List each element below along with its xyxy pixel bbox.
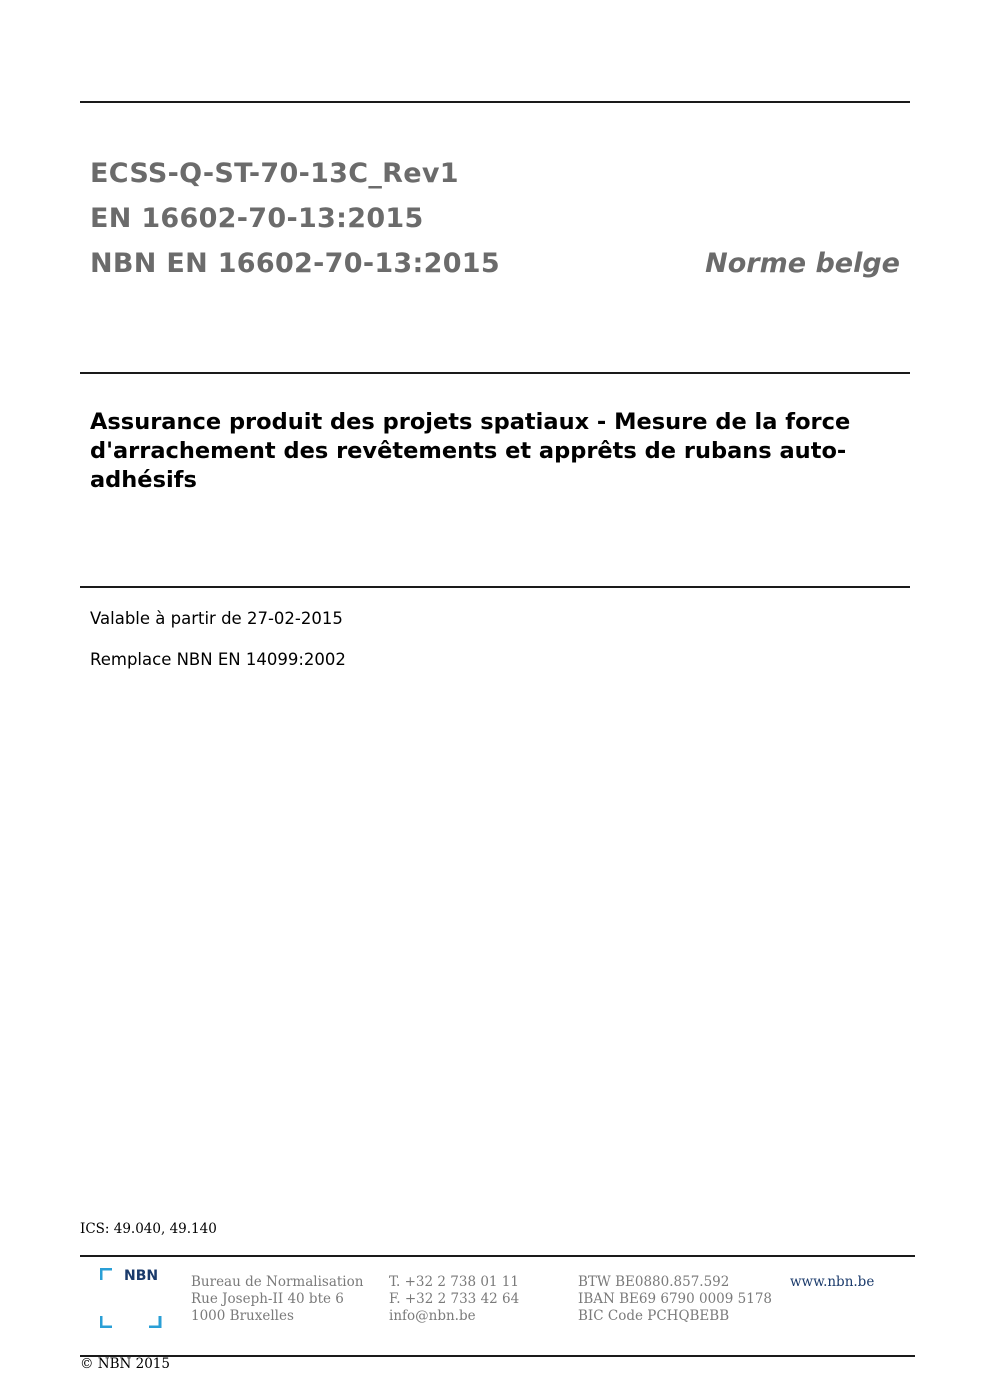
fax-number: F. +32 2 733 42 64 [389,1291,520,1307]
rule-above-title [80,372,910,374]
ics-codes: ICS: 49.040, 49.140 [80,1221,217,1237]
norme-belge-label: Norme belge [705,248,900,279]
address-line: 1000 Bruxelles [191,1308,294,1324]
phone-number: T. +32 2 738 01 11 [389,1274,519,1290]
vat-number: BTW BE0880.857.592 [578,1274,730,1290]
replaces-standard: Remplace NBN EN 14099:2002 [90,650,346,669]
footer-top-rule [80,1255,915,1257]
standard-code-nbn: NBN EN 16602-70-13:2015 [90,248,500,279]
footer-bottom-rule [80,1355,915,1357]
email-link[interactable]: info@nbn.be [389,1308,476,1324]
address-line: Bureau de Normalisation [191,1274,364,1290]
footer-address [191,1274,363,1325]
iban-number: IBAN BE69 6790 0009 5178 [578,1291,773,1307]
nbn-logo-text: NBN [124,1268,159,1284]
standard-code-ecss: ECSS-Q-ST-70-13C_Rev1 [90,158,459,189]
rule-below-title [80,586,910,588]
top-rule [80,101,910,103]
footer-bank [578,1274,772,1325]
copyright-notice: © NBN 2015 [80,1356,170,1372]
address-line: Rue Joseph-II 40 bte 6 [191,1291,344,1307]
website-link[interactable]: www.nbn.be [790,1274,875,1290]
footer-contact [389,1274,519,1325]
validity-date: Valable à partir de 27-02-2015 [90,609,343,628]
document-title: Assurance produit des projets spatiaux - Mesure de la force d'arrachement des revêtements et apprêts de rubans auto-adhésifs [90,409,851,493]
standard-code-en: EN 16602-70-13:2015 [90,203,424,234]
bic-code: BIC Code PCHQBEBB [578,1308,730,1324]
